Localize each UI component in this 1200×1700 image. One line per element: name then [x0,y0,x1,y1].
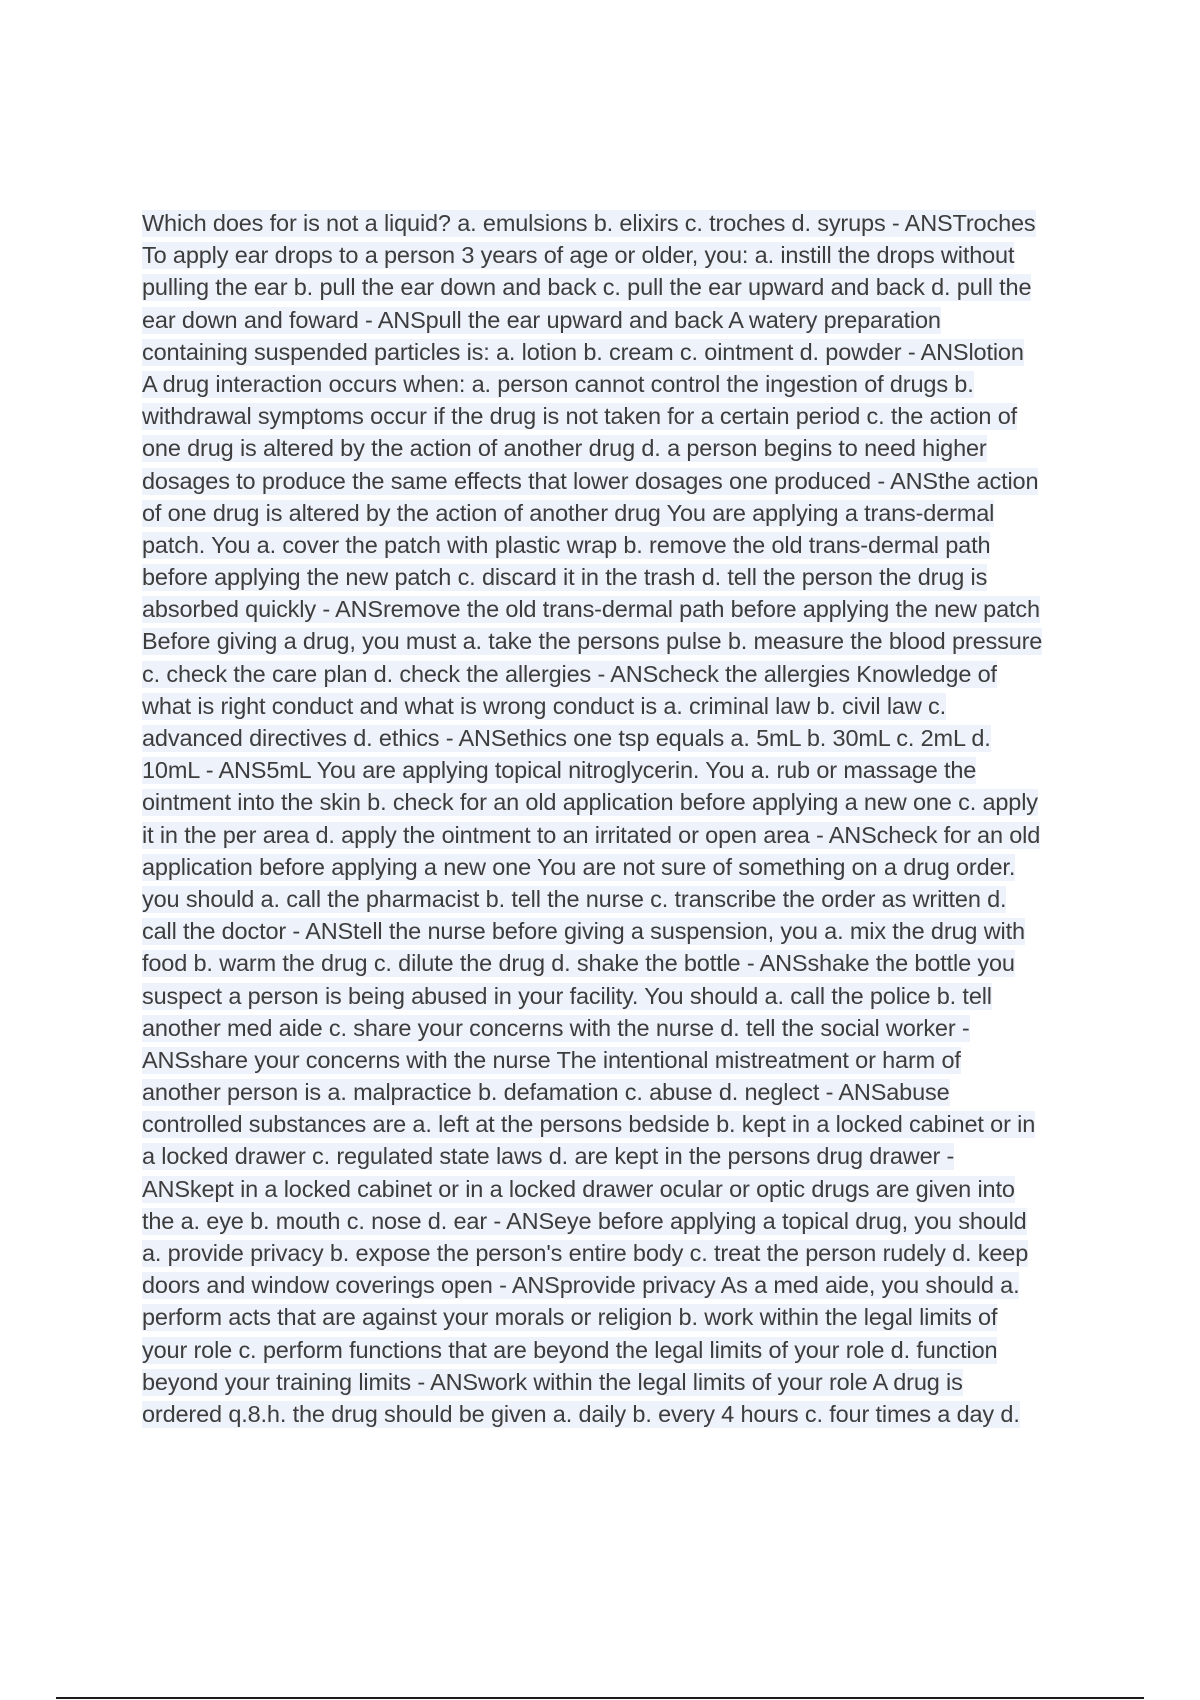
text-line: beyond your training limits - ANSwork within the legal limits of your role A drug is [142,1368,963,1395]
text-line: withdrawal symptoms occur if the drug is not taken for a certain period c. the action of [142,403,1018,430]
text-line: a. provide privacy b. expose the person's entire body c. treat the person rudely d. keep [142,1240,1029,1266]
text-line: containing suspended particles is: a. lotion b. cream c. ointment d. powder - ANSlotion [142,338,1024,365]
document-body-text [142,207,1082,1430]
text-line: another med aide c. share your concerns with the nurse d. tell the social worker - [142,1014,970,1041]
text-line: your role c. perform functions that are beyond the legal limits of your role d. function [142,1336,998,1363]
text-line: a locked drawer c. regulated state laws d. are kept in the persons drug drawer - [142,1143,955,1170]
text-line: absorbed quickly - ANSremove the old trans-dermal path before applying the new patch [142,596,1040,623]
text-line: advanced directives d. ethics - ANSethics one tsp equals a. 5mL b. 30mL c. 2mL d. [142,725,991,751]
text-line: ear down and foward - ANSpull the ear upward and back A watery preparation [142,306,941,333]
text-line: 10mL - ANS5mL You are applying topical nitroglycerin. You a. rub or massage the [142,757,977,784]
text-line: c. check the care plan d. check the allergies - ANScheck the allergies Knowledge of [142,660,997,687]
text-line: call the doctor - ANStell the nurse before giving a suspension, you a. mix the drug with [142,918,1025,945]
text-line: dosages to produce the same effects that lower dosages one produced - ANSthe action [142,467,1039,494]
text-line: A drug interaction occurs when: a. person cannot control the ingestion of drugs b. [142,370,974,397]
text-line: ointment into the skin b. check for an old application before applying a new one c. apply [142,789,1038,816]
text-line: one drug is altered by the action of another drug d. a person begins to need higher [142,435,987,462]
text-line: controlled substances are a. left at the persons bedside b. kept in a locked cabinet or in [142,1111,1036,1138]
text-line: doors and window coverings open - ANSprovide privacy As a med aide, you should a. [142,1272,1020,1299]
text-line: perform acts that are against your morals or religion b. work within the legal limits of [142,1304,998,1331]
text-line: of one drug is altered by the action of another drug You are applying a trans-dermal [142,499,995,526]
text-line: the a. eye b. mouth c. nose d. ear - ANSeye before applying a topical drug, you should [142,1207,1027,1234]
text-line: application before applying a new one You are not sure of something on a drug order. [142,853,1016,880]
text-line: you should a. call the pharmacist b. tell the nurse c. transcribe the order as written d. [142,885,1007,912]
text-line: it in the per area d. apply the ointment to an irritated or open area - ANScheck for an old [142,821,1041,848]
text-line: ANSkept in a locked cabinet or in a locked drawer ocular or optic drugs are given into [142,1175,1015,1202]
text-line: Which does for is not a liquid? a. emulsions b. elixirs c. troches d. syrups - ANSTroches [142,210,1036,236]
text-line: To apply ear drops to a person 3 years of age or older, you: a. instill the drops without [142,242,1015,269]
text-line: what is right conduct and what is wrong conduct is a. criminal law b. civil law c. [142,692,947,719]
page-divider [56,1697,1144,1699]
text-line: patch. You a. cover the patch with plastic wrap b. remove the old trans-dermal path [142,531,991,558]
text-line: before applying the new patch c. discard it in the trash d. tell the person the drug is [142,564,988,591]
text-line: Before giving a drug, you must a. take the persons pulse b. measure the blood pressure [142,628,1043,655]
text-line: ANSshare your concerns with the nurse The intentional mistreatment or harm of [142,1046,961,1073]
text-line: suspect a person is being abused in your facility. You should a. call the police b. tell [142,982,992,1009]
text-line: another person is a. malpractice b. defamation c. abuse d. neglect - ANSabuse [142,1079,950,1106]
text-line: pulling the ear b. pull the ear down and back c. pull the ear upward and back d. pull the [142,274,1032,301]
text-line: ordered q.8.h. the drug should be given a. daily b. every 4 hours c. four times a day d. [142,1400,1020,1427]
text-line: food b. warm the drug c. dilute the drug d. shake the bottle - ANSshake the bottle you [142,950,1015,977]
